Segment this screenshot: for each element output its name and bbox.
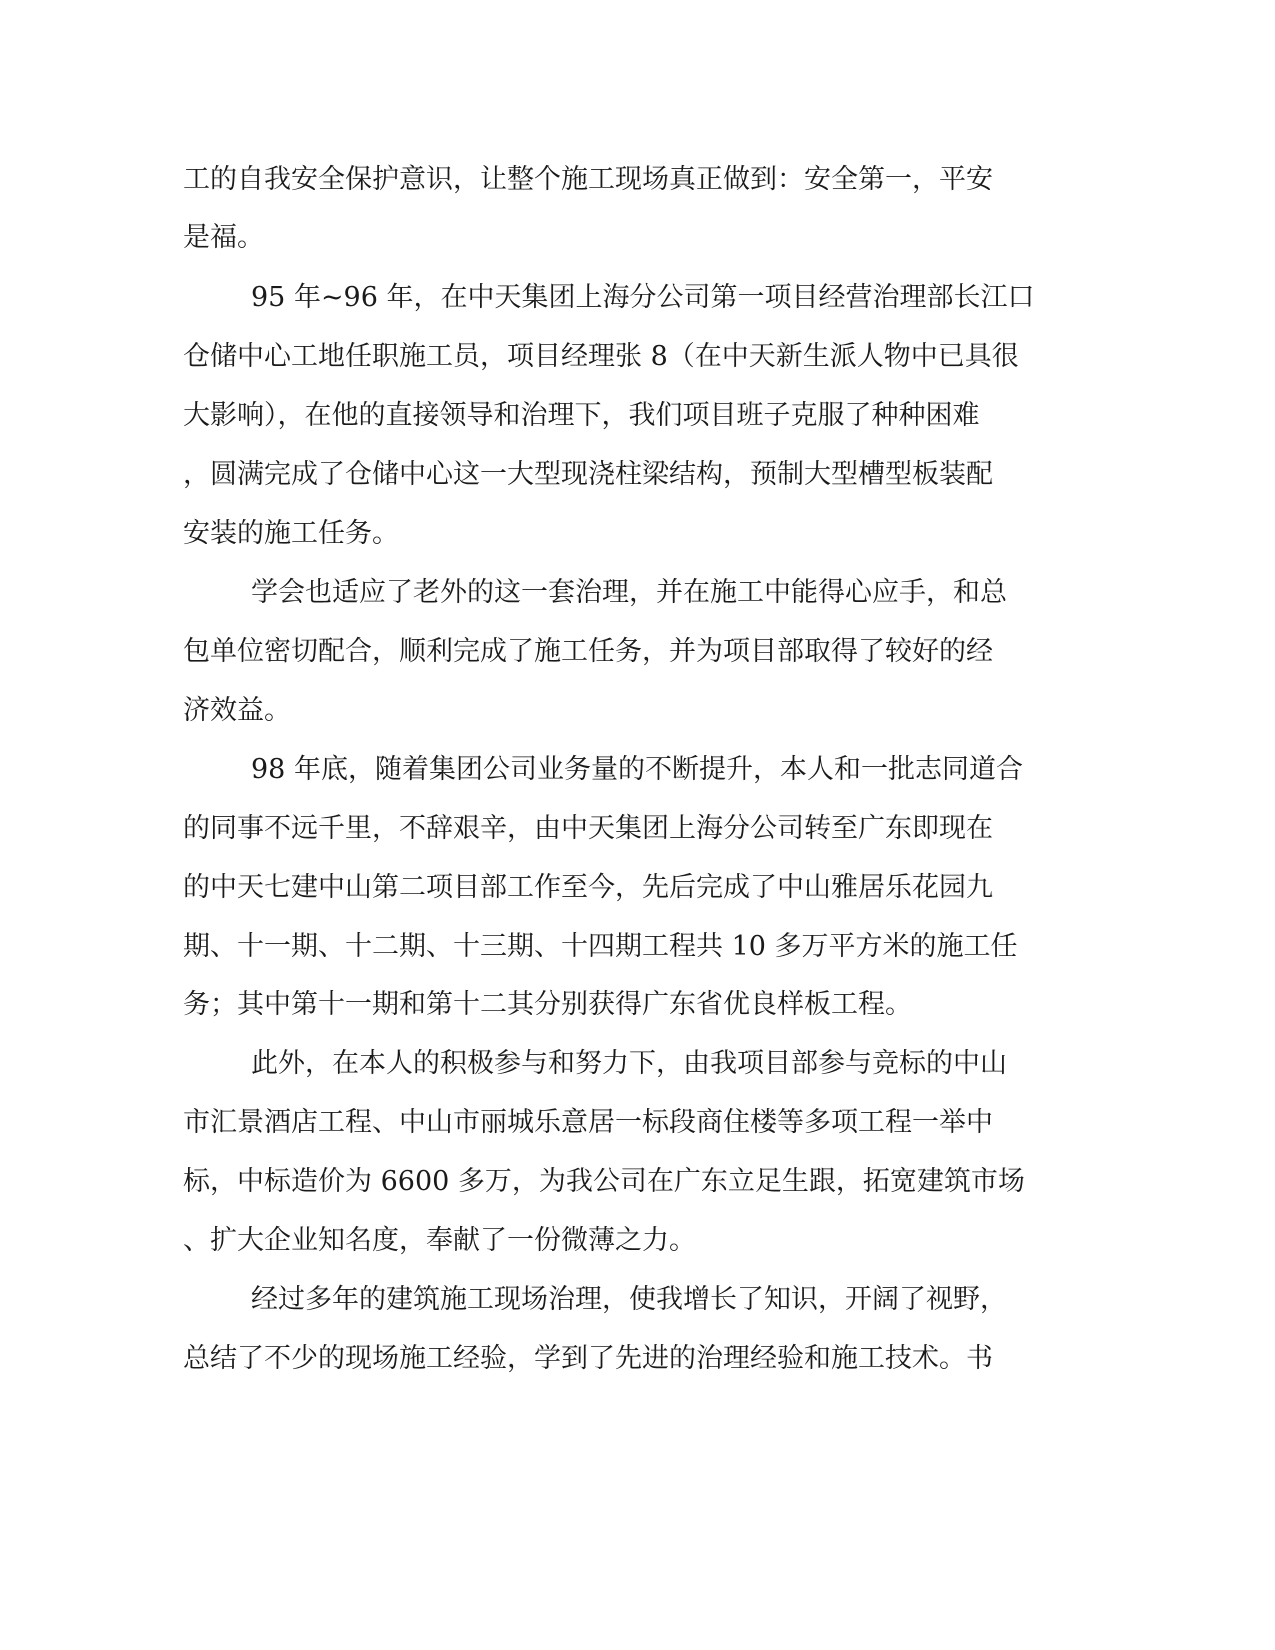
paragraph-start-line: 经过多年的建筑施工现场治理，使我增长了知识，开阔了视野，	[251, 1284, 1007, 1315]
body-line: 是福。	[183, 222, 264, 253]
paragraph-start-line: 此外，在本人的积极参与和努力下，由我项目部参与竞标的中山	[251, 1048, 1007, 1079]
body-line: 包单位密切配合，顺利完成了施工任务，并为项目部取得了较好的经	[183, 636, 993, 667]
body-line: 总结了不少的现场施工经验，学到了先进的治理经验和施工技术。书	[183, 1343, 993, 1374]
body-line: 济效益。	[183, 695, 291, 726]
body-line: 的中天七建中山第二项目部工作至今，先后完成了中山雅居乐花园九	[183, 872, 993, 903]
body-line: 仓储中心工地任职施工员，项目经理张 8（在中天新生派人物中已具很	[183, 341, 1019, 372]
body-line: 安装的施工任务。	[183, 518, 399, 549]
body-line: 的同事不远千里，不辞艰辛，由中天集团上海分公司转至广东即现在	[183, 813, 993, 844]
body-line: 、扩大企业知名度，奉献了一份微薄之力。	[183, 1225, 696, 1256]
body-line: 工的自我安全保护意识，让整个施工现场真正做到：安全第一，平安	[183, 164, 993, 195]
body-line: ，圆满完成了仓储中心这一大型现浇柱梁结构，预制大型槽型板装配	[183, 459, 993, 490]
body-line: 标，中标造价为 6600 多万，为我公司在广东立足生跟，拓宽建筑市场	[183, 1166, 1025, 1197]
paragraph-start-line: 95 年~96 年，在中天集团上海分公司第一项目经营治理部长江口	[251, 282, 1035, 313]
paragraph-start-line: 学会也适应了老外的这一套治理，并在施工中能得心应手，和总	[251, 577, 1007, 608]
body-line: 大影响），在他的直接领导和治理下，我们项目班子克服了种种困难	[183, 400, 980, 431]
paragraph-start-line: 98 年底，随着集团公司业务量的不断提升，本人和一批志同道合	[251, 754, 1023, 785]
body-line: 务；其中第十一期和第十二其分别获得广东省优良样板工程。	[183, 989, 912, 1020]
body-line: 期、十一期、十二期、十三期、十四期工程共 10 多万平方米的施工任	[183, 931, 1018, 962]
body-line: 市汇景酒店工程、中山市丽城乐意居一标段商住楼等多项工程一举中	[183, 1107, 993, 1138]
